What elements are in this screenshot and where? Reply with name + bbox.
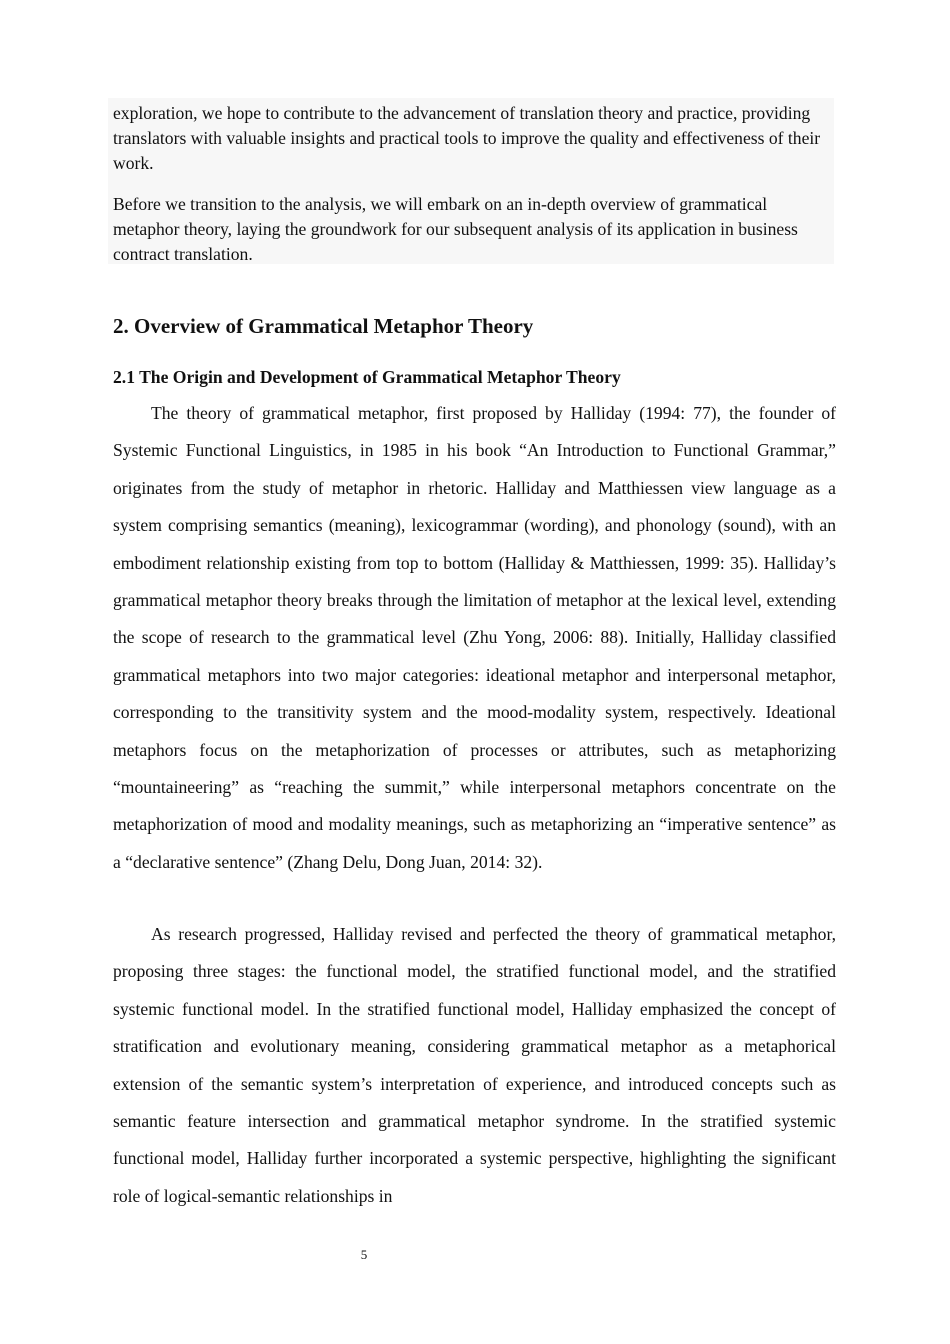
intro-paragraph-1: exploration, we hope to contribute to the advancement of translation theory and practice, providing translators with valuable insights and practical tools to improve the quality and effectiveness of their work.: [113, 103, 821, 173]
body-paragraph-1: The theory of grammatical metaphor, first proposed by Halliday (1994: 77), the founder of Systemic Functional Linguistics, in 1985 in his book “An Introduction to Functional Grammar,” originates from the study of metaphor in rhetoric. Halliday and Matthiessen view language as a system comprising semantics (meaning), lexicogrammar (wording), and phonology (sound), with an embodiment relationship existing from top to bottom (Halliday & Matthiessen, 1999: 35). Halliday’s grammatical metaphor theory breaks through the limitation of metaphor at the lexical level, extending the scope of research to the grammatical level (Zhu Yong, 2006: 88). Initially, Halliday classified grammatical metaphors into two major categories: ideational metaphor and interpersonal metaphor, corresponding to the transitivity system and the mood-modality system, respectively. Ideational metaphors focus on the metaphorization of processes or attributes, such as metaphorizing “mountaineering” as “reaching the summit,” while interpersonal metaphors concentrate on the metaphorization of mood and modality meanings, such as metaphorizing an “imperative sentence” as a “declarative sentence” (Zhang Delu, Dong Juan, 2014: 32).: [113, 403, 836, 872]
body-paragraph-2: As research progressed, Halliday revised and perfected the theory of grammatical metaphor, proposing three stages: the functional model, the stratified functional model, and the stratified systemic functional model. In the stratified functional model, Halliday emphasized the concept of stratification and evolutionary meaning, considering grammatical metaphor as a metaphorical extension of the semantic system’s interpretation of experience, and introduced concepts such as semantic feature intersection and grammatical metaphor syndrome. In the stratified systemic functional model, Halliday further incorporated a systemic perspective, highlighting the significant role of logical-semantic relationships in: [113, 924, 836, 1206]
section-heading: 2. Overview of Grammatical Metaphor Theory: [113, 314, 534, 338]
page-number: 5: [360, 1247, 368, 1262]
subsection-heading: 2.1 The Origin and Development of Grammatical Metaphor Theory: [113, 367, 621, 387]
intro-paragraph-2: Before we transition to the analysis, we will embark on an in-depth overview of grammatical metaphor theory, laying the groundwork for our subsequent analysis of its application in business contract translation.: [113, 194, 798, 264]
